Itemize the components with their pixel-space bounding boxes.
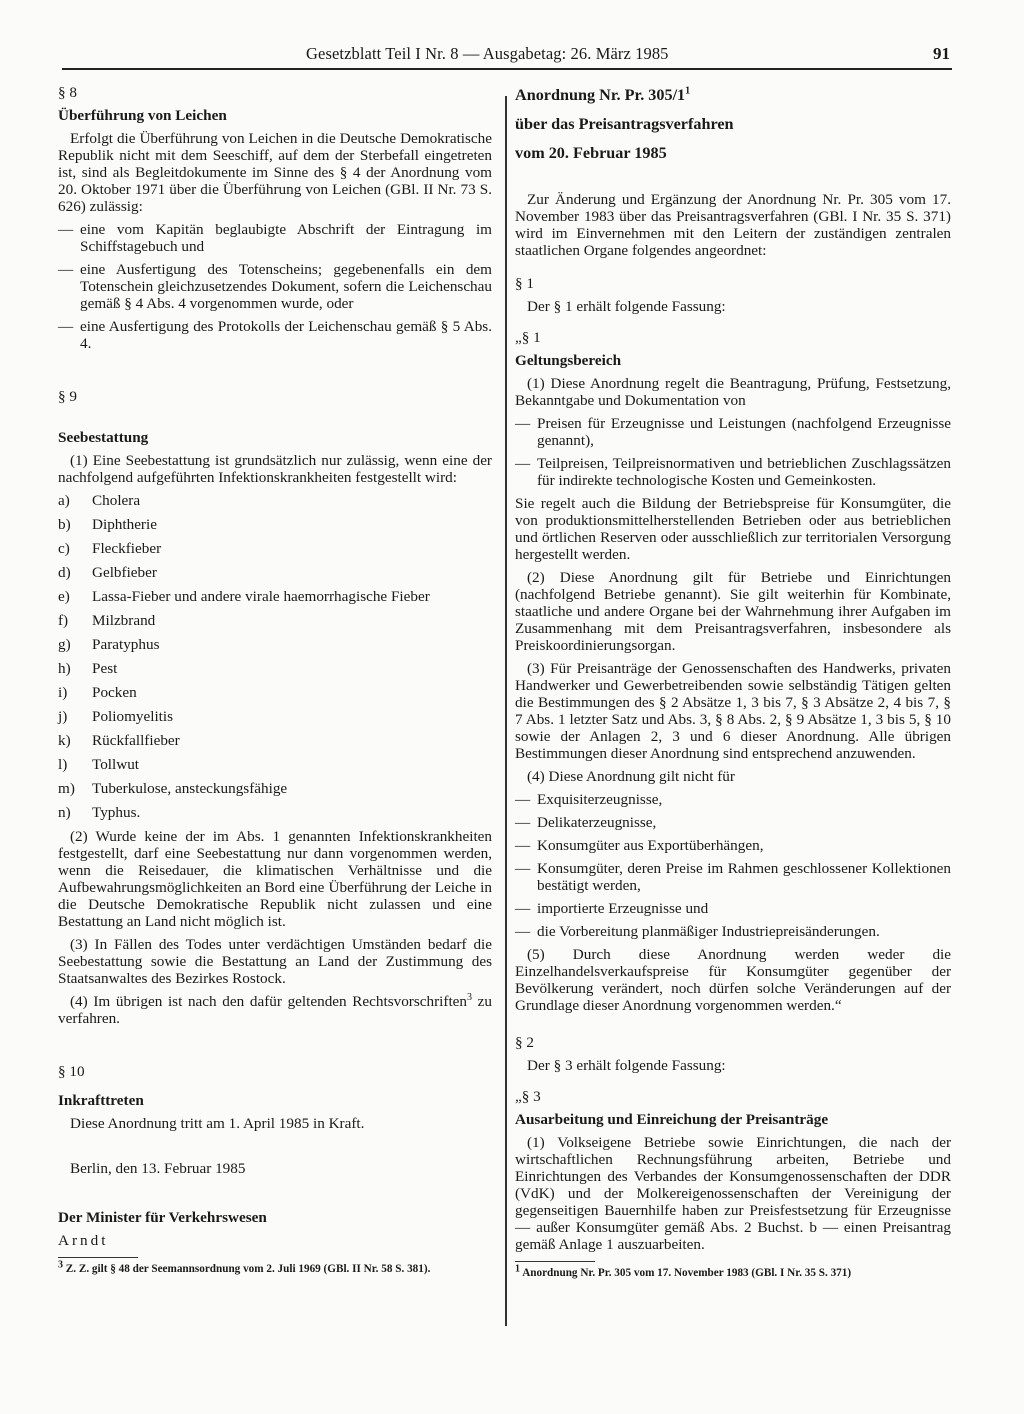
list-item: g) Paratyphus [58,636,160,653]
page-header [62,44,950,70]
list-item: l) Tollwut [58,756,140,773]
section-9-number: § 9 [58,388,77,405]
column-divider [505,96,507,1326]
list-item: f) Milzbrand [58,612,156,629]
dash-item: — die Vorbereitung planmäßiger Industriepreisänderungen. [515,923,880,940]
quoted-section-3-p1: (1) Volkseigene Betriebe sowie Einrichtungen, die nach der wirtschaftlichen Rechnungsführung arbeiten, Betriebe und Einrichtungen des Verbandes der Konsumgenossenschaften der DDR (VdK) und der Molkereigenossenschaften der Vereinigung der gegenseitigen Bauernhilfe haben zur Preisfestsetzung für Erzeugnisse — außer Konsumgüter gemäß Abs. 2 Buchst. b — einen Preisantrag gemäß Anlage 1 auszuarbeiten. [515,1134,951,1253]
quoted-section-1-p3: (3) Für Preisanträge der Genossenschaften des Handwerks, privaten Handwerker und Gewerbetreibenden sowie selbständig Tätigen gelten die Bestimmungen des § 2 Absätze 1, 3 bis 7, § 3 Absätze 2, 4 bis 7, § 7 Abs. 1 letzter Satz und Abs. 3, § 8 Abs. 2, § 9 Absätze 1, 3 bis 5, § 10 sowie der Anlagen 2, 3 und 6 dieser Anordnung. Alle übrigen Bestimmungen dieser Anordnung sind entsprechend anzuwenden. [515,660,951,762]
ordinance-intro: Zur Änderung und Ergänzung der Anordnung Nr. Pr. 305 vom 17. November 1983 über das Preisantragsverfahren (GBl. I Nr. 35 S. 371) wird im Einvernehmen mit den Leitern der zuständigen zentralen staatlichen Organe folgendes angeordnet: [515,191,951,259]
list-item: a) Cholera [58,492,141,509]
section-9-paragraph-4: (4) Im übrigen ist nach den dafür geltenden Rechtsvorschriften$^3$ zu verfahren. [58,991,492,1027]
disease-list [58,492,492,821]
header-title: Gesetzblatt Teil I Nr. 8 — Ausgabetag: 26. März 1985 [306,44,669,63]
footnote-rule [58,1257,138,1258]
dash-item: — importierte Erzeugnisse und [515,900,709,917]
right-column [515,84,951,1286]
section-10-paragraph: Diese Anordnung tritt am 1. April 1985 in Kraft. [70,1115,365,1132]
right-section-1-number: § 1 [515,275,534,292]
dash-item: — Teilpreisen, Teilpreisnormativen und betrieblichen Zuschlagssätzen für indirekte technologische Kosten und Gemeinkosten. [515,455,951,489]
section-10-title: Inkrafttreten [58,1092,144,1109]
quoted-section-3-title: Ausarbeitung und Einreichung der Preisanträge [515,1111,829,1128]
dash-item: — eine Ausfertigung des Protokolls der Leichenschau gemäß § 5 Abs. 4. [58,318,492,352]
right-section-1-text: Der § 1 erhält folgende Fassung: [527,298,726,315]
list-item: j) Poliomyelitis [58,708,174,725]
quoted-section-1-title: Geltungsbereich [515,352,622,369]
section-9-paragraph-2: (2) Wurde keine der im Abs. 1 genannten Infektionskrankheiten festgestellt, darf eine Seebestattung nur dann vorgenommen werden, wenn die Reisedauer, die klimatischen Verhältnisse und die Aufbewahrungsmöglichkeiten an Bord eine Überführung der Leiche in die Deutsche Demokratische Republik nicht zulassen und eine Bestattung an Land nicht möglich ist. [58,828,492,930]
minister-title: Der Minister für Verkehrswesen [58,1209,267,1226]
left-column [58,84,492,1282]
quoted-section-3-number: „§ 3 [515,1088,541,1105]
section-10-number: § 10 [58,1063,85,1080]
quoted-section-1-p1: (1) Diese Anordnung regelt die Beantragung, Prüfung, Festsetzung, Bekanntgabe und Dokumentation von [515,375,951,409]
section-9-paragraph-1: (1) Eine Seebestattung ist grundsätzlich nur zulässig, wenn eine der nachfolgend aufgeführten Infektionskrankheiten festgestellt wird: [58,452,492,486]
dash-item: — eine vom Kapitän beglaubigte Abschrift der Eintragung im Schiffstagebuch und [58,221,492,255]
list-item: k) Rückfallfieber [58,732,180,749]
section-9-title: Seebestattung [58,429,149,446]
section-8-paragraph: Erfolgt die Überführung von Leichen in die Deutsche Demokratische Republik nicht mit dem Seeschiff, auf dem der Sterbefall eingetreten ist, sind als Begleitdokumente im Sinne des § 4 der Anordnung vom 20. Oktober 1971 über die Überführung von Leichen (GBl. II Nr. 73 S. 626) zulässig: [58,130,492,215]
footnote-rule [515,1261,595,1262]
page-number: 91 [933,44,950,63]
list-item: n) Typhus. [58,804,141,821]
list-item: h) Pest [58,660,118,677]
ordinance-date: vom 20. Februar 1985 [515,144,667,162]
dash-item: — eine Ausfertigung des Totenscheins; gegebenenfalls ein dem Totenschein gleichzusetzendes Dokument, sofern die Leichenschau gemäß § 4 Abs. 4 vorgenommen wurde, oder [58,261,492,312]
section-8-title: Überführung von Leichen [58,107,227,124]
ordinance-title: Anordnung Nr. Pr. $305/1^1$ [515,85,691,104]
ordinance-subtitle: über das Preisantragsverfahren [515,115,734,133]
quoted-section-1-p4: (4) Diese Anordnung gilt nicht für [527,768,735,785]
dash-item: — Konsumgüter aus Exportüberhängen, [515,837,764,854]
quoted-section-1-p2: (2) Diese Anordnung gilt für Betriebe und Einrichtungen (nachfolgend Betriebe genannt). Sie gilt weiterhin für Kombinate, staatliche und andere Organe bei der Wahrnehmung ihrer Aufgaben im Zusammenhang mit dem Preisantragsverfahren, insbesondere als Preiskoordinierungsorgan. [515,569,951,654]
section-9-paragraph-3: (3) In Fällen des Todes unter verdächtigen Umständen bedarf die Seebestattung sowie die Bestattung an Land der Zustimmung des Staatsanwaltes des Bezirkes Rostock. [58,936,492,987]
place-date: Berlin, den 13. Februar 1985 [70,1160,246,1177]
list-item: d) Gelbfieber [58,564,157,581]
header-rule [62,68,952,70]
quoted-section-1-number: „§ 1 [515,329,541,346]
list-item: b) Diphtherie [58,516,157,533]
right-section-2-number: § 2 [515,1034,534,1051]
section-8-number: § 8 [58,84,77,101]
list-item: c) Fleckfieber [58,540,162,557]
minister-name: Arndt [58,1232,109,1249]
footnote-3: $^3$ Z. Z. gilt § 48 der Seemannsordnung vom 2. Juli 1969 (GBl. II Nr. 58 S. 381). [58,1259,431,1275]
dash-item: — Exquisiterzeugnisse, [515,791,663,808]
dash-item: — Delikaterzeugnisse, [515,814,657,831]
list-item: e) Lassa-Fieber und andere virale haemorrhagische Fieber [58,588,430,605]
right-section-2-text: Der § 3 erhält folgende Fassung: [527,1057,726,1074]
footnote-1: $^1$ Anordnung Nr. Pr. 305 vom 17. November 1983 (GBl. I Nr. 35 S. 371) [515,1263,852,1279]
dash-item: — Konsumgüter, deren Preise im Rahmen geschlossener Kollektionen bestätigt werden, [515,860,951,894]
dash-item: — Preisen für Erzeugnisse und Leistungen (nachfolgend Erzeugnisse genannt), [515,415,951,449]
list-item: m) Tuberkulose, ansteckungsfähige [58,780,288,797]
quoted-section-1-p5: (5) Durch diese Anordnung werden weder die Einzelhandelsverkaufspreise für Konsumgüter gegenüber der Bevölkerung verändert, noch dürfen solche Veränderungen auf der Grundlage dieser Anordnung vorgenommen werden.“ [515,946,951,1014]
quoted-section-1-p1b: Sie regelt auch die Bildung der Betriebspreise für Konsumgüter, die von produktionsmittelherstellenden Betrieben oder aus betrieblichen und örtlichen Reserven oder ausschließlich zur territorialen Versorgung hergestellt werden. [515,495,951,563]
list-item: i) Pocken [58,684,137,701]
